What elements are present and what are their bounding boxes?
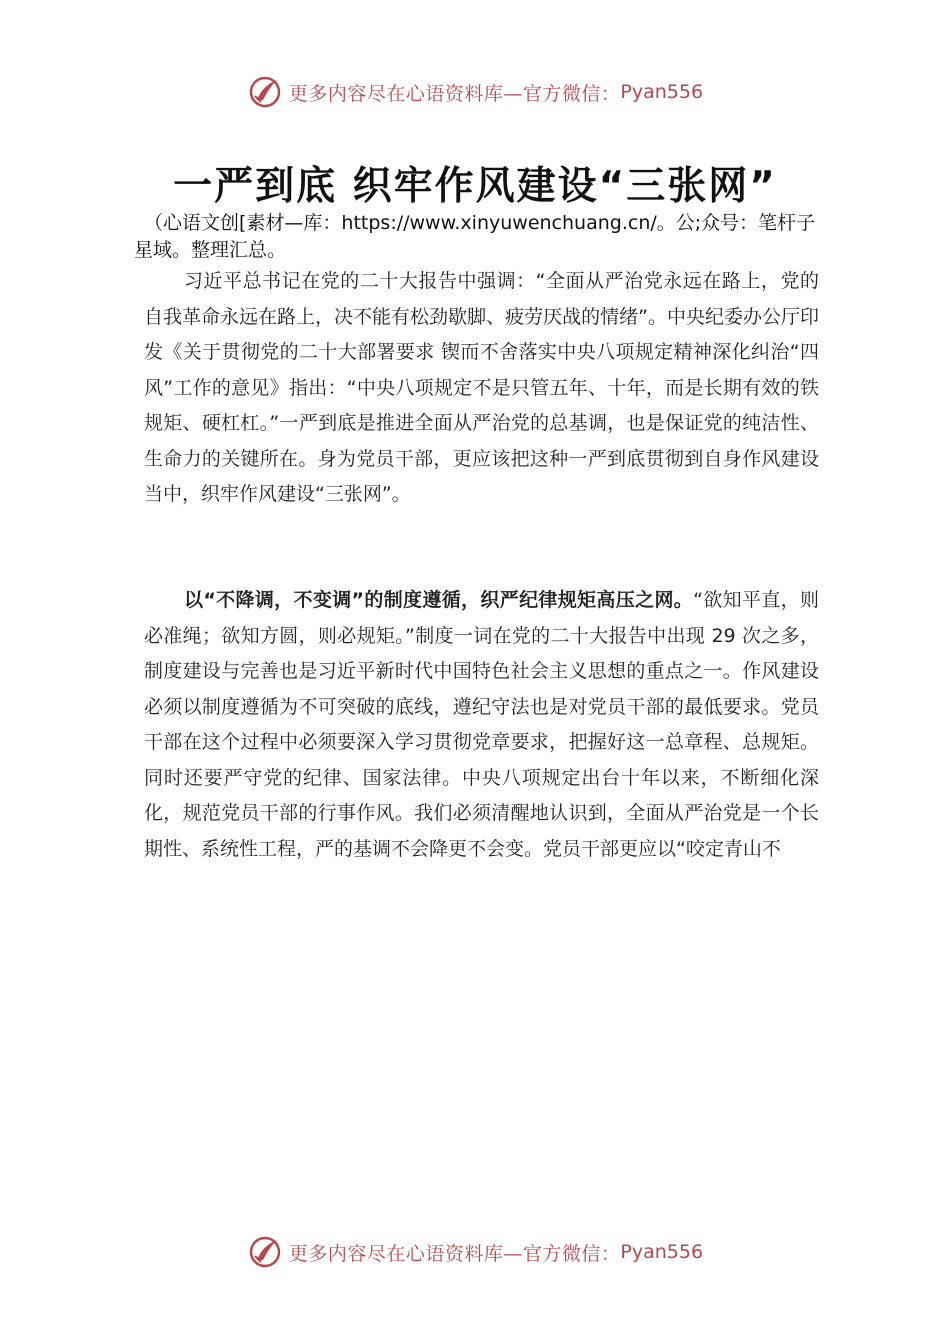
banner-wechat-id: Pyan556: [620, 1241, 704, 1263]
paragraph-1: 习近平总书记在党的二十大报告中强调：“全面从严治党永远在路上，党的自我革命永远在路上，决不能有松劲歇脚、疲劳厌战的情绪”。中央纪委办公厅印发《关于贯彻党的二十大部署要求 锲而不舍落实中央八项规定精神深化纠治“四风”工作的意见》指出：“中央八项规定不是只管五年、十年，而是长期有效的铁规矩、硬杠杠。”一严到底是推进全面从严治党的总基调，也是保证党的纯洁性、生命力的关键所在。身为党员干部，更应该把这种一严到底贯彻到自身作风建设当中，织牢作风建设“三张网”。: [144, 270, 819, 505]
banner-text: 更多内容尽在心语资料库—官方微信：: [288, 82, 621, 105]
footer-banner: [0, 1232, 950, 1272]
banner-text: 更多内容尽在心语资料库—官方微信：: [288, 1242, 621, 1265]
page-title: 一严到底 织牢作风建设“三张网”: [173, 164, 777, 209]
paragraph-2-lead: 以“不降调，不变调”的制度遵循，织严纪律规矩高压之网。: [184, 589, 694, 611]
paragraph-2: [144, 583, 819, 867]
brand-logo-icon: [247, 74, 283, 110]
banner-wechat-id: Pyan556: [620, 81, 704, 103]
source-line: （心语文创[素材—库：https://www.xinyuwenchuang.cn/。公;众号：笔杆子星域。整理汇总。: [134, 212, 816, 261]
paragraph-2-body: “欲知平直，则必准绳；欲知方圆，则必规矩。”制度一词在党的二十大报告中出现 29 次之多，制度建设与完善也是习近平新时代中国特色社会主义思想的重点之一。作风建设必须以制度遵循为不可突破的底线，遵纪守法也是对党员干部的最低要求。党员干部在这个过程中必须要深入学习贯彻党章要求，把握好这一总章程、总规矩。同时还要严守党的纪律、国家法律。中央八项规定出台十年以来，不断细化深化，规范党员干部的行事作风。我们必须清醒地认识到，全面从严治党是一个长期性、系统性工程，严的基调不会降更不会变。党员干部更应以“咬定青山不: [144, 589, 820, 860]
header-banner: [0, 72, 950, 112]
brand-logo-icon: [247, 1234, 283, 1270]
